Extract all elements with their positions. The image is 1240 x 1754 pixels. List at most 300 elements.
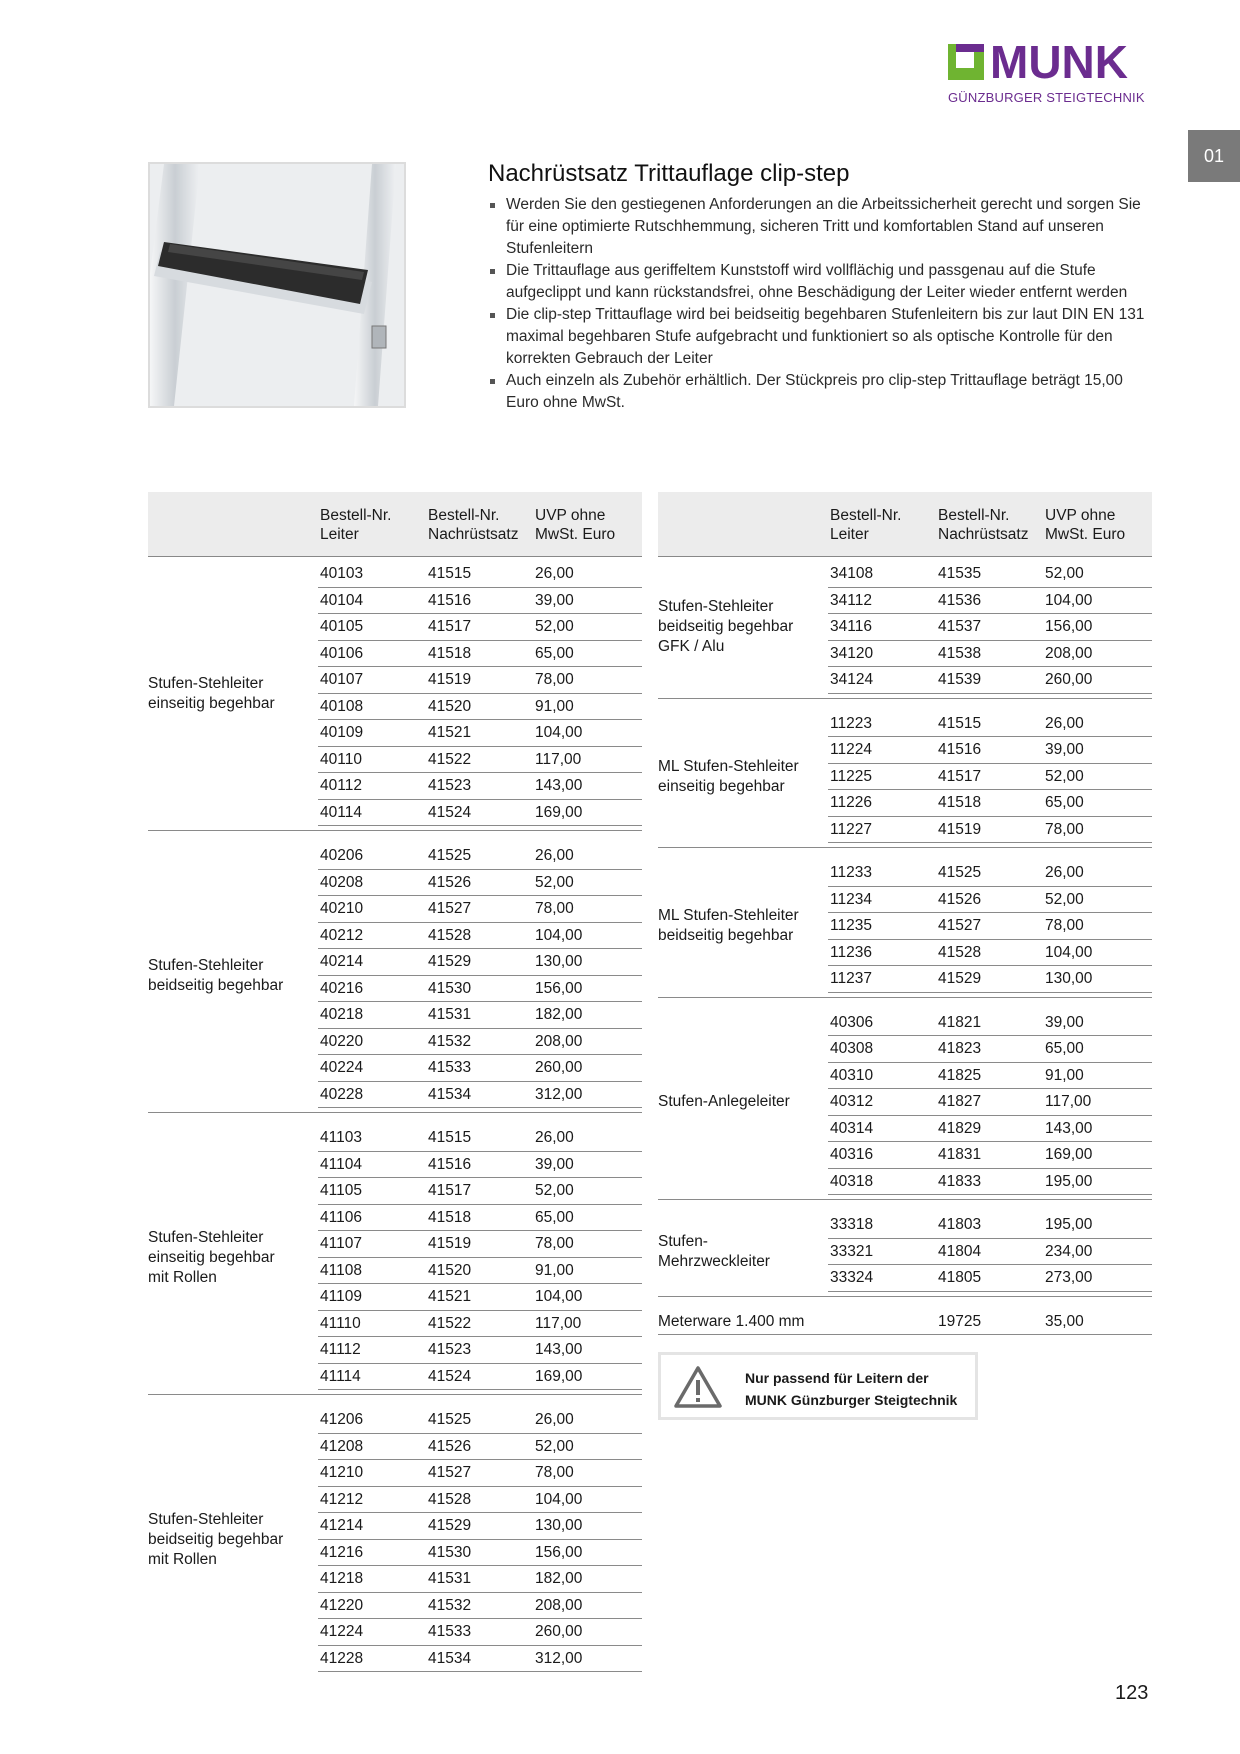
price-cell: 39,00	[1045, 1013, 1084, 1031]
ladder-type-label: Stufen-Stehleiter beidseitig begehbar mit Rollen	[148, 1510, 284, 1568]
row-divider	[318, 922, 642, 923]
row-divider	[318, 825, 642, 826]
row-divider	[318, 1107, 642, 1108]
row-divider	[318, 869, 642, 870]
price-cell: 208,00	[535, 1032, 583, 1050]
group-separator	[148, 830, 642, 831]
row-divider	[318, 1592, 642, 1593]
order-number-ladder: 40312	[830, 1093, 874, 1110]
row-divider	[828, 1088, 1152, 1089]
order-number-ladder: 40218	[320, 1006, 364, 1023]
row-divider	[828, 1035, 1152, 1036]
order-number-kit: 41523	[428, 1341, 472, 1358]
order-number-ladder: 40106	[320, 644, 364, 662]
order-number-kit: 41522	[428, 750, 472, 768]
row-divider	[828, 912, 1152, 913]
order-number-kit: 41531	[428, 1006, 472, 1023]
order-number-ladder: 40206	[320, 847, 364, 864]
product-title: Nachrüstsatz Trittauflage clip-step	[488, 160, 850, 187]
order-number-ladder: 41108	[320, 1261, 362, 1279]
order-number-ladder: 34112	[830, 591, 872, 609]
compatibility-notice	[658, 1352, 978, 1420]
row-divider	[318, 1204, 642, 1205]
ladder-type-label: ML Stufen-Stehleiter beidseitig begehbar	[658, 907, 799, 945]
row-divider	[318, 1363, 642, 1364]
order-number-ladder: 40114	[320, 803, 362, 821]
order-number-kit: 41526	[428, 873, 472, 891]
row-divider	[318, 1151, 642, 1152]
row-divider	[318, 1618, 642, 1619]
order-number-kit: 19725	[938, 1312, 982, 1330]
row-divider	[318, 1433, 642, 1434]
price-cell: 260,00	[535, 1623, 583, 1640]
order-number-kit: 41517	[938, 767, 982, 785]
order-number-ladder: 41212	[320, 1490, 364, 1508]
row-divider	[828, 1238, 1152, 1239]
group-separator	[148, 1394, 642, 1395]
order-number-ladder: 11236	[830, 943, 872, 961]
order-number-kit: 41515	[938, 714, 982, 732]
order-number-ladder: 41218	[320, 1570, 364, 1587]
order-number-kit: 41528	[938, 943, 982, 961]
row-divider	[318, 640, 642, 641]
order-number-ladder: 41114	[320, 1367, 361, 1385]
order-number-ladder: 40308	[830, 1040, 874, 1057]
price-cell: 104,00	[1045, 591, 1093, 609]
row-divider	[318, 1336, 642, 1337]
group-separator	[148, 1112, 642, 1113]
order-number-ladder: 41109	[320, 1288, 362, 1305]
order-number-kit: 41525	[938, 864, 982, 881]
order-number-ladder: 11226	[830, 794, 872, 811]
price-cell: 26,00	[535, 565, 574, 582]
order-number-ladder: 41216	[320, 1543, 364, 1561]
group-separator	[658, 847, 1152, 848]
row-divider	[318, 1177, 642, 1178]
order-number-ladder: 41220	[320, 1596, 364, 1614]
order-number-ladder: 41105	[320, 1182, 362, 1199]
order-number-kit: 41825	[938, 1066, 982, 1084]
price-cell: 78,00	[535, 671, 574, 688]
price-cell: 195,00	[1045, 1216, 1093, 1233]
feature-item: Werden Sie den gestiegenen Anforderungen an die Arbeitssicherheit gerecht und sorgen Sie für eine optimierte Rutschhemmung, sicheren Tritt und komfortablen Stand auf unseren Stufenleitern	[488, 194, 1148, 260]
order-number-kit: 41534	[428, 1085, 472, 1103]
group-separator	[658, 698, 1152, 699]
price-cell: 156,00	[1045, 618, 1093, 635]
order-number-ladder: 33318	[830, 1216, 874, 1233]
row-divider	[828, 1194, 1152, 1195]
group-separator	[658, 997, 1152, 998]
ladder-type-label: Stufen-Stehleiter beidseitig begehbar	[148, 956, 284, 994]
order-number-ladder: 40310	[830, 1066, 874, 1084]
price-cell: 104,00	[535, 724, 583, 741]
row-divider	[318, 1257, 642, 1258]
price-cell: 208,00	[1045, 644, 1093, 662]
order-number-kit: 41805	[938, 1269, 982, 1286]
feature-list	[488, 194, 1148, 414]
order-number-kit: 41516	[938, 741, 982, 758]
order-number-kit: 41520	[428, 1261, 472, 1279]
order-number-ladder: 41104	[320, 1155, 362, 1173]
order-number-ladder: 11225	[830, 767, 872, 785]
price-cell: 143,00	[1045, 1119, 1093, 1137]
price-cell: 130,00	[535, 1517, 583, 1534]
price-cell: 52,00	[535, 873, 574, 891]
price-cell: 52,00	[1045, 767, 1084, 785]
order-number-ladder: 11227	[830, 820, 872, 838]
order-number-kit: 41529	[428, 1517, 472, 1534]
row-divider	[318, 1645, 642, 1646]
price-cell: 117,00	[535, 750, 582, 768]
row-divider	[318, 895, 642, 896]
order-number-kit: 41530	[428, 1543, 472, 1561]
price-cell: 78,00	[1045, 820, 1084, 838]
column-header: Bestell-Nr. Leiter	[830, 507, 902, 543]
order-number-kit: 41533	[428, 1623, 472, 1640]
row-divider	[828, 939, 1152, 940]
feature-item: Auch einzeln als Zubehör erhältlich. Der Stückpreis pro clip-step Trittauflage beträgt 15,00 Euro ohne MwSt.	[488, 370, 1148, 414]
page-number: 123	[1115, 1682, 1149, 1704]
price-cell: 39,00	[535, 591, 574, 609]
row-divider	[828, 1264, 1152, 1265]
price-cell: 26,00	[535, 1129, 574, 1146]
order-number-ladder: 41110	[320, 1314, 361, 1332]
order-number-kit: 41518	[428, 644, 472, 662]
order-number-ladder: 33324	[830, 1269, 874, 1286]
ladder-type-label: ML Stufen-Stehleiter einseitig begehbar	[658, 757, 799, 795]
price-cell: 65,00	[535, 644, 574, 662]
order-number-kit: 41519	[428, 671, 472, 688]
row-divider	[828, 886, 1152, 887]
price-cell: 35,00	[1045, 1312, 1084, 1330]
order-number-kit: 41521	[428, 724, 472, 741]
price-cell: 169,00	[535, 1367, 583, 1385]
order-number-kit: 41528	[428, 926, 472, 944]
ladder-type-label: Stufen-Stehleiter einseitig begehbar mit Rollen	[148, 1228, 275, 1286]
order-number-ladder: 40216	[320, 979, 364, 997]
order-number-ladder: 40228	[320, 1085, 364, 1103]
ladder-type-label: Meterware 1.400 mm	[658, 1312, 805, 1330]
price-cell: 117,00	[535, 1314, 582, 1332]
order-number-kit: 41831	[938, 1146, 982, 1163]
order-number-kit: 41515	[428, 1129, 472, 1146]
group-separator	[658, 1199, 1152, 1200]
order-number-kit: 41530	[428, 979, 472, 997]
order-number-kit: 41517	[428, 1182, 472, 1199]
row-divider	[828, 587, 1152, 588]
row-divider	[318, 1283, 642, 1284]
order-number-ladder: 40110	[320, 750, 362, 768]
order-number-ladder: 11223	[830, 714, 872, 732]
price-cell: 26,00	[535, 1411, 574, 1428]
order-number-kit: 41532	[428, 1596, 472, 1614]
order-number-ladder: 41214	[320, 1517, 364, 1534]
row-divider	[828, 666, 1152, 667]
order-number-kit: 41827	[938, 1093, 982, 1110]
order-number-kit: 41516	[428, 1155, 472, 1173]
order-number-ladder: 40112	[320, 777, 362, 794]
order-number-kit: 41527	[428, 900, 472, 917]
price-cell: 104,00	[1045, 943, 1093, 961]
row-divider	[318, 1565, 642, 1566]
order-number-kit: 41531	[428, 1570, 472, 1587]
munk-logo	[948, 36, 1152, 106]
row-divider	[318, 666, 642, 667]
ladder-type-label: Stufen- Mehrzweckleiter	[658, 1232, 770, 1270]
order-number-kit: 41535	[938, 565, 982, 582]
order-number-kit: 41526	[938, 890, 982, 908]
order-number-ladder: 11237	[830, 970, 872, 987]
ladder-type-label: Stufen-Stehleiter einseitig begehbar	[148, 674, 275, 712]
row-divider	[318, 948, 642, 949]
price-cell: 182,00	[535, 1006, 583, 1023]
price-cell: 169,00	[535, 803, 583, 821]
order-number-ladder: 40214	[320, 953, 364, 970]
order-number-ladder: 11224	[830, 741, 872, 758]
row-divider	[318, 1459, 642, 1460]
price-cell: 117,00	[1045, 1093, 1092, 1110]
row-divider	[318, 719, 642, 720]
order-number-kit: 41516	[428, 591, 472, 609]
row-divider	[828, 1168, 1152, 1169]
table-header	[148, 492, 642, 557]
row-divider	[318, 1389, 642, 1390]
order-number-ladder: 34108	[830, 565, 874, 582]
order-number-ladder: 40208	[320, 873, 364, 891]
column-header: Bestell-Nr. Leiter	[320, 507, 392, 543]
order-number-ladder: 11234	[830, 890, 872, 908]
price-cell: 65,00	[1045, 794, 1084, 811]
price-cell: 65,00	[1045, 1040, 1084, 1057]
price-cell: 273,00	[1045, 1269, 1093, 1286]
order-number-ladder: 11235	[830, 917, 872, 934]
row-divider	[318, 613, 642, 614]
order-number-kit: 41833	[938, 1172, 982, 1190]
row-divider	[828, 693, 1152, 694]
brand-tagline: GÜNZBURGER STEIGTECHNIK	[948, 90, 1145, 105]
order-number-ladder: 33321	[830, 1242, 874, 1260]
row-divider	[828, 842, 1152, 843]
price-cell: 182,00	[535, 1570, 583, 1587]
order-number-ladder: 40210	[320, 900, 364, 917]
row-divider	[318, 1512, 642, 1513]
order-number-kit: 41518	[938, 794, 982, 811]
price-cell: 26,00	[1045, 864, 1084, 881]
price-cell: 104,00	[535, 1490, 583, 1508]
order-number-ladder: 34120	[830, 644, 874, 662]
price-cell: 169,00	[1045, 1146, 1093, 1163]
order-number-ladder: 40314	[830, 1119, 874, 1137]
price-cell: 52,00	[1045, 565, 1084, 582]
order-number-kit: 41515	[428, 565, 472, 582]
price-cell: 26,00	[1045, 714, 1084, 732]
order-number-ladder: 41206	[320, 1411, 364, 1428]
order-number-kit: 41519	[428, 1235, 472, 1252]
row-divider	[658, 1334, 1152, 1335]
group-separator	[658, 1296, 1152, 1297]
price-cell: 78,00	[535, 1464, 574, 1481]
price-cell: 26,00	[535, 847, 574, 864]
order-number-kit: 41525	[428, 1411, 472, 1428]
price-cell: 260,00	[535, 1059, 583, 1076]
order-number-ladder: 11233	[830, 864, 872, 881]
order-number-kit: 41533	[428, 1059, 472, 1076]
price-cell: 234,00	[1045, 1242, 1093, 1260]
chapter-tab: 01	[1188, 130, 1240, 182]
warning-triangle-icon	[673, 1365, 723, 1409]
price-cell: 52,00	[535, 1437, 574, 1455]
brand-name: MUNK	[990, 36, 1128, 88]
price-cell: 91,00	[535, 697, 574, 715]
order-number-kit: 41823	[938, 1040, 982, 1057]
price-cell: 52,00	[535, 1182, 574, 1199]
order-number-ladder: 40212	[320, 926, 364, 944]
order-number-ladder: 34116	[830, 618, 872, 635]
order-number-ladder: 40108	[320, 697, 364, 715]
row-divider	[318, 1310, 642, 1311]
row-divider	[828, 816, 1152, 817]
price-cell: 52,00	[1045, 890, 1084, 908]
row-divider	[318, 746, 642, 747]
row-divider	[318, 693, 642, 694]
row-divider	[828, 763, 1152, 764]
row-divider	[318, 975, 642, 976]
price-cell: 91,00	[535, 1261, 574, 1279]
price-cell: 260,00	[1045, 671, 1093, 688]
price-cell: 78,00	[535, 900, 574, 917]
feature-item: Die clip-step Trittauflage wird bei beidseitig begehbaren Stufenleitern bis zur laut DIN EN 131 maximal begehbaren Stufe aufgebracht und funktioniert so als optische Kontrolle für den korrekten Gebrauch der Leiter	[488, 304, 1148, 370]
order-number-kit: 41523	[428, 777, 472, 794]
order-number-ladder: 41208	[320, 1437, 364, 1455]
price-cell: 143,00	[535, 777, 583, 794]
order-number-kit: 41821	[938, 1013, 982, 1031]
row-divider	[828, 789, 1152, 790]
order-number-ladder: 34124	[830, 671, 874, 688]
order-number-kit: 41803	[938, 1216, 982, 1233]
order-number-kit: 41829	[938, 1119, 982, 1137]
order-number-kit: 41524	[428, 803, 472, 821]
order-number-ladder: 41228	[320, 1649, 364, 1667]
order-number-kit: 41537	[938, 618, 982, 635]
price-cell: 104,00	[535, 926, 583, 944]
row-divider	[318, 1081, 642, 1082]
order-number-ladder: 40109	[320, 724, 364, 741]
order-number-kit: 41529	[428, 953, 472, 970]
row-divider	[828, 1115, 1152, 1116]
price-cell: 208,00	[535, 1596, 583, 1614]
order-number-kit: 41519	[938, 820, 982, 838]
row-divider	[318, 1486, 642, 1487]
product-image	[148, 162, 406, 408]
order-number-kit: 41521	[428, 1288, 472, 1305]
order-number-ladder: 41210	[320, 1464, 364, 1481]
price-cell: 39,00	[1045, 741, 1084, 758]
row-divider	[318, 799, 642, 800]
table-header	[658, 492, 1152, 557]
price-cell: 65,00	[535, 1208, 574, 1226]
column-header: Bestell-Nr. Nachrüstsatz	[428, 507, 519, 543]
order-number-ladder: 40316	[830, 1146, 874, 1163]
notice-text: Nur passend für Leitern der MUNK Günzburger Steigtechnik	[745, 1370, 958, 1408]
order-number-ladder: 41112	[320, 1341, 361, 1358]
row-divider	[318, 1028, 642, 1029]
price-cell: 91,00	[1045, 1066, 1084, 1084]
row-divider	[828, 1062, 1152, 1063]
row-divider	[318, 1671, 642, 1672]
order-number-kit: 41534	[428, 1649, 472, 1667]
order-number-ladder: 40306	[830, 1013, 874, 1031]
ladder-type-label: Stufen-Stehleiter beidseitig begehbar GFK / Alu	[658, 598, 794, 656]
order-number-kit: 41528	[428, 1490, 472, 1508]
price-cell: 39,00	[535, 1155, 574, 1173]
order-number-kit: 41526	[428, 1437, 472, 1455]
price-cell: 143,00	[535, 1341, 583, 1358]
order-number-kit: 41532	[428, 1032, 472, 1050]
row-divider	[318, 1539, 642, 1540]
order-number-ladder: 40105	[320, 618, 364, 635]
order-number-kit: 41520	[428, 697, 472, 715]
price-cell: 312,00	[535, 1085, 583, 1103]
row-divider	[828, 640, 1152, 641]
row-divider	[828, 736, 1152, 737]
price-cell: 78,00	[535, 1235, 574, 1252]
row-divider	[828, 1291, 1152, 1292]
row-divider	[828, 992, 1152, 993]
ladder-step-photo-icon	[150, 164, 404, 406]
row-divider	[318, 1001, 642, 1002]
column-header: UVP ohne MwSt. Euro	[1045, 507, 1126, 543]
order-number-ladder: 40318	[830, 1172, 874, 1190]
order-number-kit: 41539	[938, 671, 982, 688]
row-divider	[318, 1230, 642, 1231]
order-number-kit: 41538	[938, 644, 982, 662]
order-number-kit: 41527	[428, 1464, 472, 1481]
order-number-ladder: 40220	[320, 1032, 364, 1050]
order-number-ladder: 40103	[320, 565, 364, 582]
order-number-ladder: 41106	[320, 1208, 362, 1226]
order-number-ladder: 40224	[320, 1059, 364, 1076]
price-cell: 104,00	[535, 1288, 583, 1305]
order-number-kit: 41525	[428, 847, 472, 864]
order-number-ladder: 40107	[320, 671, 364, 688]
order-number-kit: 41524	[428, 1367, 472, 1385]
price-cell: 78,00	[1045, 917, 1084, 934]
column-header: UVP ohne MwSt. Euro	[535, 507, 616, 543]
order-number-ladder: 41103	[320, 1129, 362, 1146]
row-divider	[318, 1054, 642, 1055]
order-number-ladder: 41107	[320, 1235, 362, 1252]
order-number-kit: 41527	[938, 917, 982, 934]
order-number-kit: 41529	[938, 970, 982, 987]
order-number-ladder: 41224	[320, 1623, 364, 1640]
order-number-kit: 41536	[938, 591, 982, 609]
price-cell: 130,00	[535, 953, 583, 970]
price-cell: 195,00	[1045, 1172, 1093, 1190]
order-number-kit: 41518	[428, 1208, 472, 1226]
row-divider	[318, 587, 642, 588]
price-cell: 156,00	[535, 1543, 583, 1561]
price-cell: 52,00	[535, 618, 574, 635]
row-divider	[318, 772, 642, 773]
feature-item: Die Trittauflage aus geriffeltem Kunststoff wird vollflächig und passgenau auf die Stufe aufgeclippt und kann rückstandsfrei, ohne Beschädigung der Leiter wieder entfernt werden	[488, 260, 1148, 304]
row-divider	[828, 613, 1152, 614]
price-cell: 156,00	[535, 979, 583, 997]
price-cell: 312,00	[535, 1649, 583, 1667]
column-header: Bestell-Nr. Nachrüstsatz	[938, 507, 1029, 543]
row-divider	[828, 965, 1152, 966]
order-number-kit: 41522	[428, 1314, 472, 1332]
order-number-kit: 41517	[428, 618, 472, 635]
